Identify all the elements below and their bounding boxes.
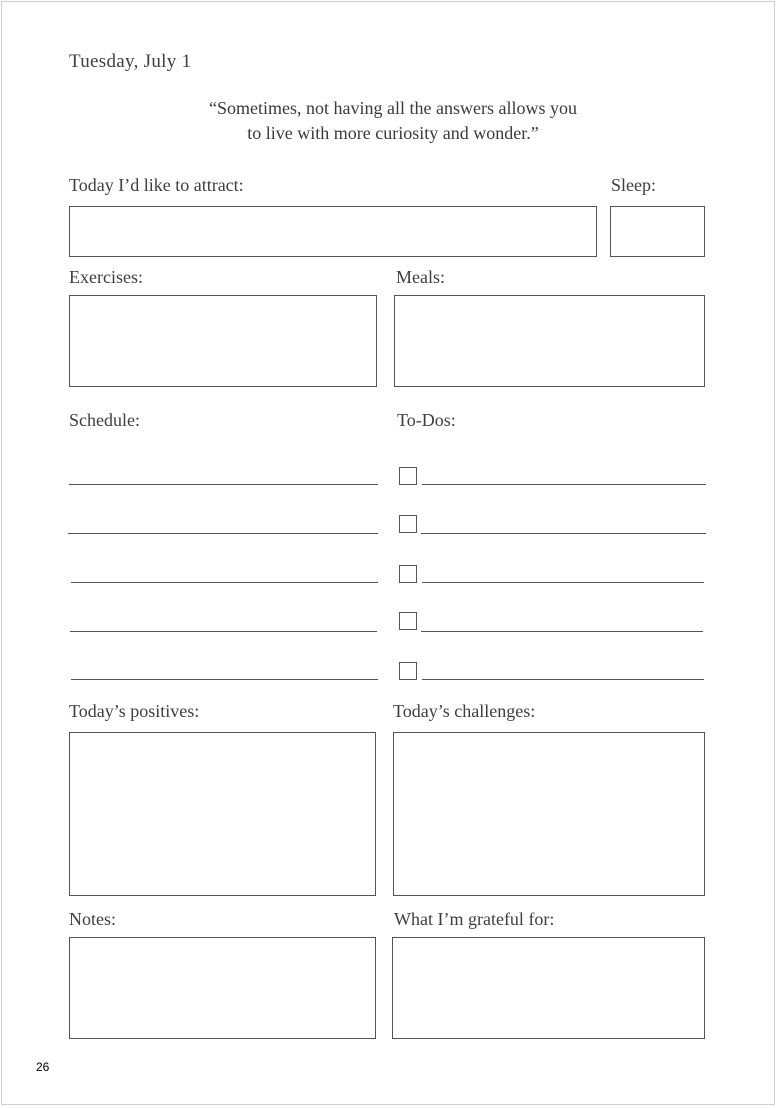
todo-checkbox[interactable] (399, 515, 417, 533)
meals-field[interactable] (394, 295, 705, 387)
exercises-field[interactable] (69, 295, 377, 387)
schedule-line[interactable] (70, 631, 377, 632)
attract-label: Today I’d like to attract: (69, 175, 244, 195)
positives-field[interactable] (69, 732, 376, 896)
todo-checkbox[interactable] (399, 565, 417, 583)
sleep-label: Sleep: (611, 175, 656, 195)
schedule-line[interactable] (71, 582, 378, 583)
positives-label: Today’s positives: (69, 701, 200, 721)
todo-checkbox[interactable] (399, 662, 417, 680)
todo-line[interactable] (421, 631, 703, 632)
grateful-field[interactable] (392, 937, 705, 1039)
schedule-line[interactable] (69, 484, 378, 485)
sleep-field[interactable] (610, 206, 705, 257)
notes-label: Notes: (69, 909, 116, 929)
todo-line[interactable] (422, 582, 704, 583)
challenges-label: Today’s challenges: (393, 701, 536, 721)
todo-checkbox[interactable] (399, 612, 417, 630)
quote-line-2: to live with more curiosity and wonder.” (247, 123, 539, 143)
page-date: Tuesday, July 1 (69, 51, 192, 72)
quote-line-1: “Sometimes, not having all the answers allows you (209, 98, 577, 118)
challenges-field[interactable] (393, 732, 705, 896)
schedule-label: Schedule: (69, 410, 140, 430)
notes-field[interactable] (69, 937, 376, 1039)
meals-label: Meals: (396, 267, 445, 287)
attract-field[interactable] (69, 206, 597, 257)
todo-line[interactable] (422, 484, 706, 485)
exercises-label: Exercises: (69, 267, 143, 287)
page-number: 26 (36, 1060, 50, 1074)
schedule-line[interactable] (68, 533, 378, 534)
schedule-line[interactable] (71, 679, 378, 680)
todo-checkbox[interactable] (399, 467, 417, 485)
grateful-label: What I’m grateful for: (394, 909, 555, 929)
todo-line[interactable] (422, 679, 704, 680)
todos-label: To-Dos: (397, 410, 456, 430)
daily-quote (153, 96, 633, 146)
todo-line[interactable] (421, 533, 706, 534)
